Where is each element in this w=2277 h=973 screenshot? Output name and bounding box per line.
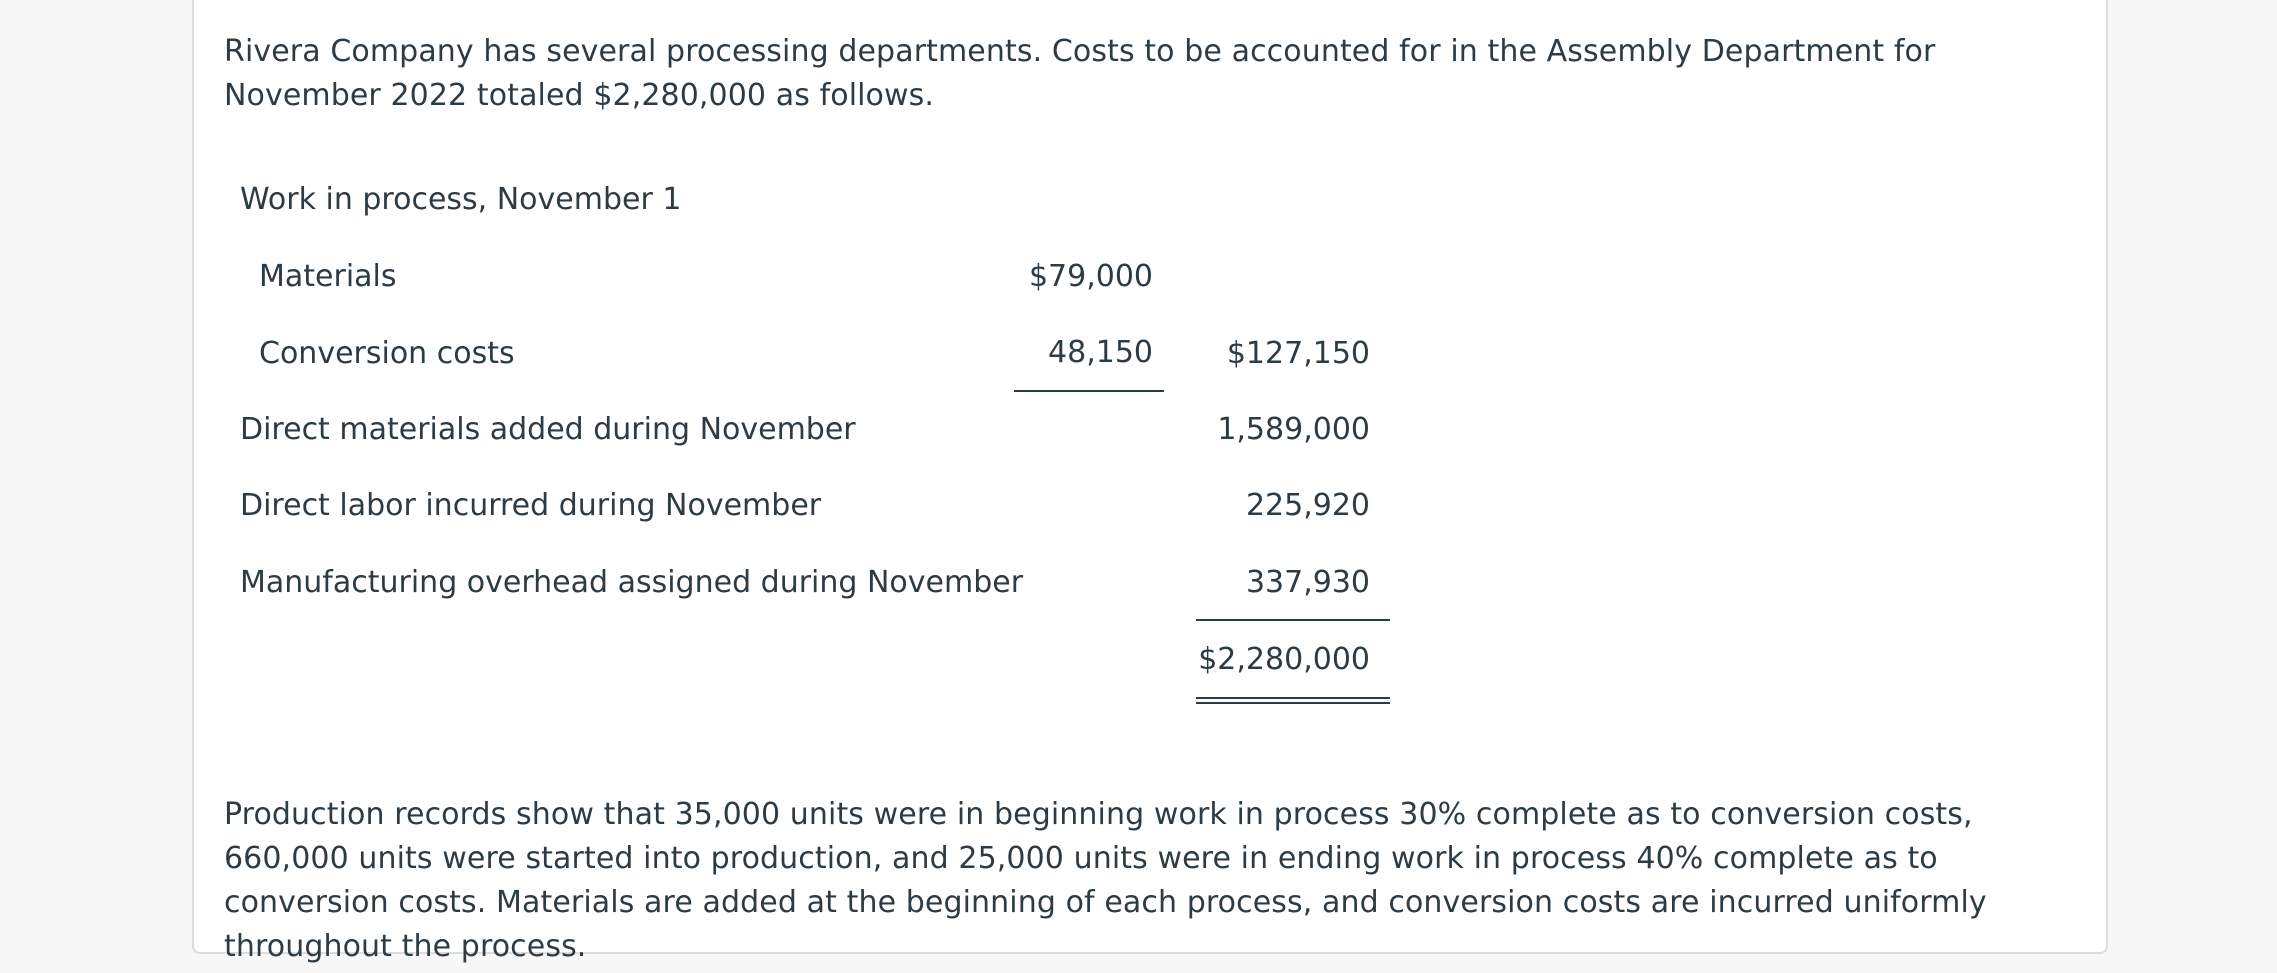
total-rule [1196,619,1390,621]
direct-labor-value: 225,920 [1245,488,1370,523]
wip-heading: Work in process, November 1 [240,182,682,217]
grand-total-value: $2,280,000 [1198,642,1370,677]
conversion-costs-value: 48,150 [1048,335,1153,370]
direct-materials-value: 1,589,000 [1217,412,1370,447]
overhead-value: 337,930 [1245,565,1370,600]
direct-labor-label: Direct labor incurred during November [240,488,822,523]
materials-label: Materials [259,259,397,294]
overhead-label: Manufacturing overhead assigned during November [240,565,1024,600]
conversion-costs-label: Conversion costs [259,336,515,371]
grand-total-double-rule [1196,697,1390,704]
direct-materials-label: Direct materials added during November [240,412,856,447]
problem-card [192,0,2108,964]
intro-paragraph: Rivera Company has several processing departments. Costs to be accounted for in the Assembly Department for November 2022 totaled $2,280,000 as follows. [224,34,1936,113]
subtotal-rule [1014,390,1164,392]
wip-total-value: $127,150 [1226,336,1370,371]
production-records-paragraph: Production records show that 35,000 units were in beginning work in process 30% complete as to conversion costs, 660,000 units were started into production, and 25,000 units were in ending work in process 40% complete as to conversion costs. Materials are added at the beginning of each process, and conversion costs are incurred uniformly throughout the process. [224,797,1987,964]
materials-value: $79,000 [1028,259,1153,294]
